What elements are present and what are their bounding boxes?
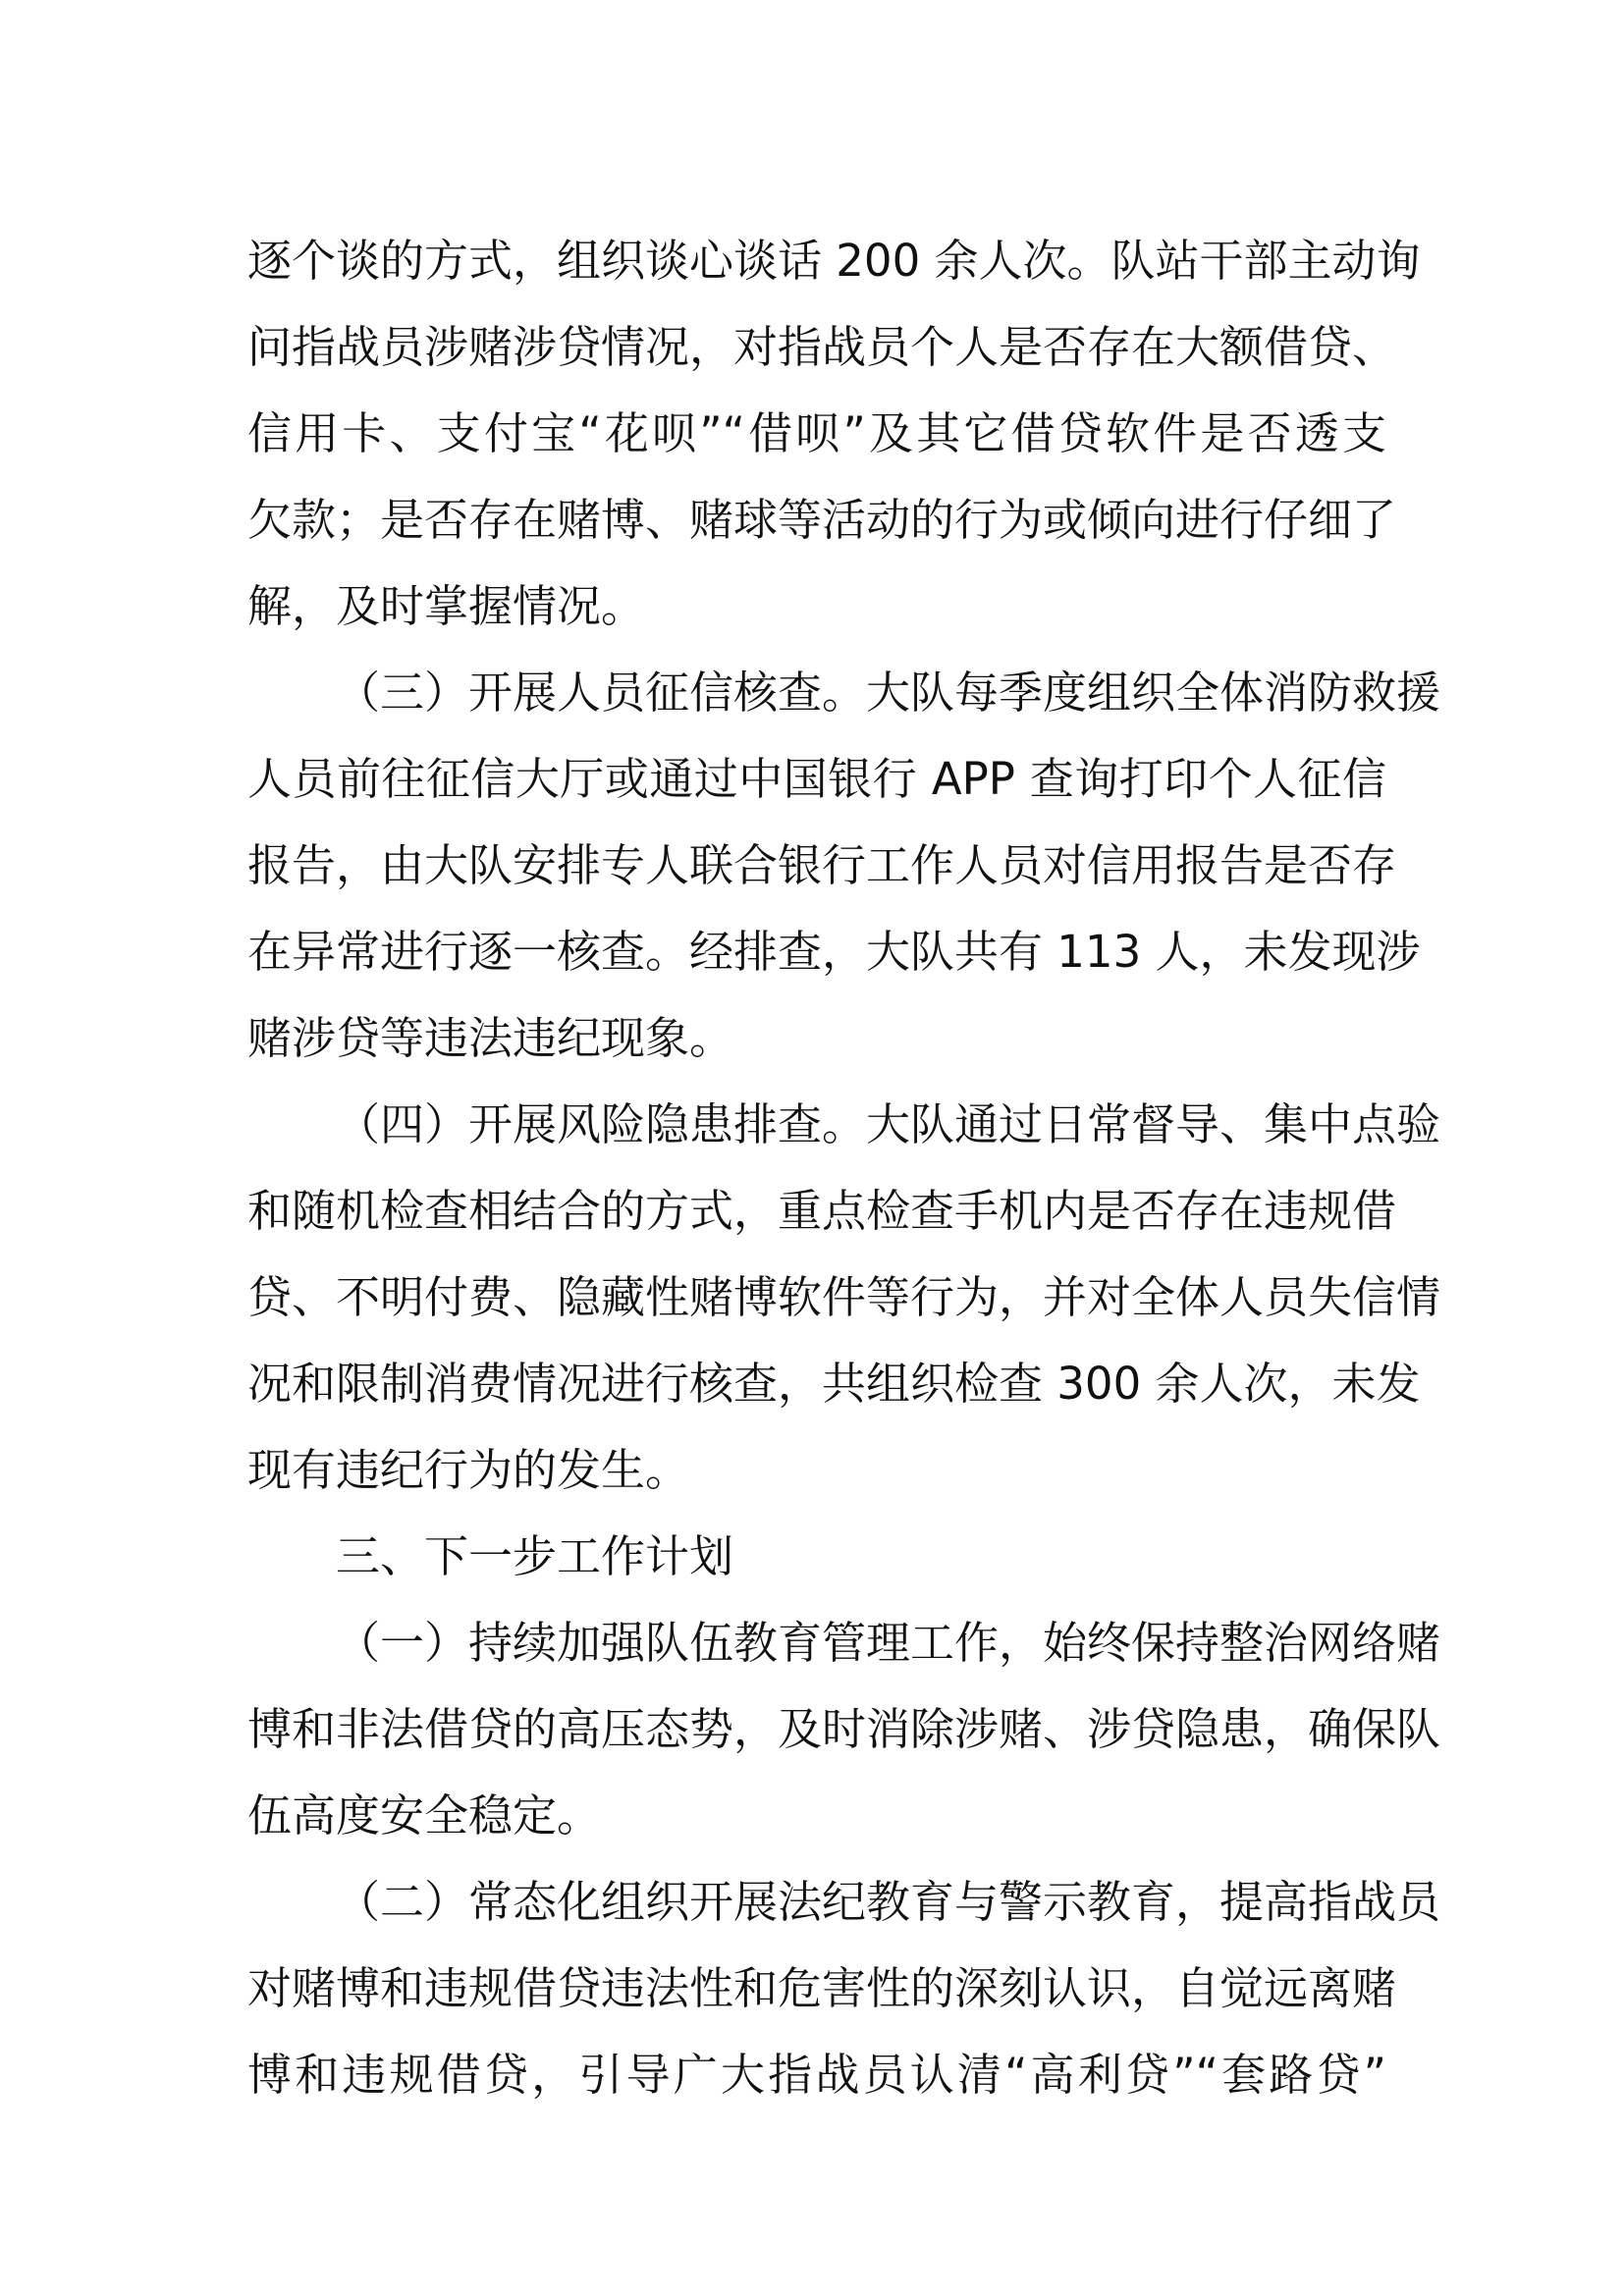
- text-line: 对赌博和违规借贷违法性和危害性的深刻认识，自觉远离赌: [247, 1962, 1397, 2014]
- text-line: 现有违纪行为的发生。: [247, 1444, 690, 1496]
- text-line: 况和限制消费情况进行核查，共组织检查 300 余人次，未发: [247, 1358, 1421, 1410]
- part-3-heading: 三、下一步工作计划: [336, 1530, 734, 1582]
- text-line: 解，及时掌握情况。: [247, 580, 646, 632]
- document-body: [247, 218, 1441, 2118]
- text-line: 伍高度安全稳定。: [247, 1789, 602, 1842]
- text-line: 欠款；是否存在赌博、赌球等活动的行为或倾向进行仔细了: [247, 494, 1397, 546]
- section-3-heading-line: （三）开展人员征信核查。大队每季度组织全体消防救援: [336, 667, 1441, 719]
- text-line: 人员前往征信大厅或通过中国银行 APP 查询打印个人征信: [247, 753, 1386, 805]
- plan-1-heading-line: （一）持续加强队伍教育管理工作，始终保持整治网络赌: [336, 1617, 1441, 1669]
- text-line: 和随机检查相结合的方式，重点检查手机内是否存在违规借: [247, 1185, 1397, 1237]
- text-line: 问指战员涉赌涉贷情况，对指战员个人是否存在大额借贷、: [247, 321, 1397, 373]
- text-line: 信用卡、支付宝“花呗”“借呗”及其它借贷软件是否透支: [247, 407, 1386, 459]
- text-line: 赌涉贷等违法违纪现象。: [247, 1012, 734, 1064]
- text-line: 逐个谈的方式，组织谈心谈话 200 余人次。队站干部主动询: [247, 235, 1421, 287]
- text-line: 报告，由大队安排专人联合银行工作人员对信用报告是否存: [247, 839, 1397, 891]
- text-line: 在异常进行逐一核查。经排查，大队共有 113 人，未发现涉: [247, 926, 1421, 978]
- text-line: 贷、不明付费、隐藏性赌博软件等行为，并对全体人员失信情: [247, 1271, 1441, 1323]
- text-line: 博和非法借贷的高压态势，及时消除涉赌、涉贷隐患，确保队: [247, 1703, 1441, 1755]
- text-line: 博和违规借贷，引导广大指战员认清“高利贷”“套路贷”: [247, 2049, 1386, 2101]
- section-4-heading-line: （四）开展风险隐患排查。大队通过日常督导、集中点验: [336, 1098, 1441, 1150]
- plan-2-heading-line: （二）常态化组织开展法纪教育与警示教育，提高指战员: [336, 1876, 1441, 1928]
